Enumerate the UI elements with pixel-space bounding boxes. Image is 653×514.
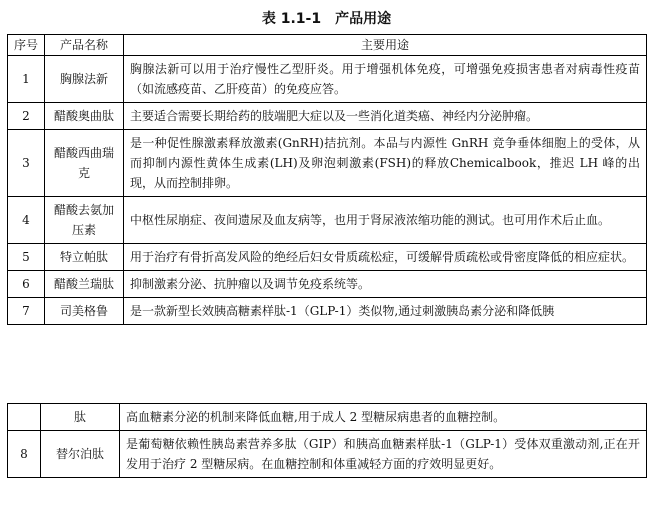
header-number: 序号	[8, 35, 45, 56]
row-product-name: 醋酸去氨加压素	[45, 197, 124, 244]
row-number: 7	[8, 298, 45, 325]
header-product-name: 产品名称	[45, 35, 124, 56]
row-main-use: 中枢性尿崩症、夜间遗尿及血友病等，也用于肾尿液浓缩功能的测试。也可用作术后止血。	[124, 197, 647, 244]
row-product-name: 醋酸西曲瑞克	[45, 130, 124, 197]
row-product-name: 司美格鲁	[45, 298, 124, 325]
table-row	[8, 404, 647, 431]
table-row	[8, 103, 647, 130]
row-product-name: 肽	[41, 404, 120, 431]
table-row	[8, 298, 647, 325]
row-main-use: 高血糖素分泌的机制来降低血糖,用于成人 2 型糖尿病患者的血糖控制。	[120, 404, 647, 431]
row-number: 8	[8, 431, 41, 478]
product-use-table	[7, 34, 647, 325]
table-row	[8, 431, 647, 478]
row-product-name: 特立帕肽	[45, 244, 124, 271]
row-product-name: 替尔泊肽	[41, 431, 120, 478]
table-row	[8, 244, 647, 271]
row-number: 1	[8, 56, 45, 103]
table-title: 表 1.1-1 产品用途	[261, 11, 392, 27]
row-product-name: 醋酸兰瑞肽	[45, 271, 124, 298]
row-number: 6	[8, 271, 45, 298]
table-header-row	[8, 35, 647, 56]
table-row	[8, 197, 647, 244]
row-main-use: 主要适合需要长期给药的肢端肥大症以及一些消化道类癌、神经内分泌肿瘤。	[124, 103, 647, 130]
row-number	[8, 404, 41, 431]
table-row	[8, 130, 647, 197]
header-main-use: 主要用途	[124, 35, 647, 56]
row-number: 5	[8, 244, 45, 271]
row-product-name: 醋酸奥曲肽	[45, 103, 124, 130]
row-number: 3	[8, 130, 45, 197]
row-main-use: 是一款新型长效胰高糖素样肽-1（GLP-1）类似物,通过刺激胰岛素分泌和降低胰	[124, 298, 647, 325]
row-number: 4	[8, 197, 45, 244]
table-row	[8, 271, 647, 298]
row-main-use: 是葡萄糖依赖性胰岛素营养多肽（GIP）和胰高血糖素样肽-1（GLP-1）受体双重激动剂,正在开发用于治疗 2 型糖尿病。在血糖控制和体重减轻方面的疗效明显更好。	[120, 431, 647, 478]
row-number: 2	[8, 103, 45, 130]
product-use-table-continued	[7, 403, 647, 478]
row-main-use: 抑制激素分泌、抗肿瘤以及调节免疫系统等。	[124, 271, 647, 298]
row-main-use: 用于治疗有骨折高发风险的绝经后妇女骨质疏松症，可缓解骨质疏松或骨密度降低的相应症状。	[124, 244, 647, 271]
table-row	[8, 56, 647, 103]
row-product-name: 胸腺法新	[45, 56, 124, 103]
row-main-use: 胸腺法新可以用于治疗慢性乙型肝炎。用于增强机体免疫，可增强免疫损害患者对病毒性疫苗（如流感疫苗、乙肝疫苗）的免疫应答。	[124, 56, 647, 103]
row-main-use: 是一种促性腺激素释放激素(GnRH)拮抗剂。本品与内源性 GnRH 竞争垂体细胞上的受体，从而抑制内源性黄体生成素(LH)及卵泡刺激素(FSH)的释放Chemicalbook，推迟 LH 峰的出现，从而控制排卵。	[124, 130, 647, 197]
